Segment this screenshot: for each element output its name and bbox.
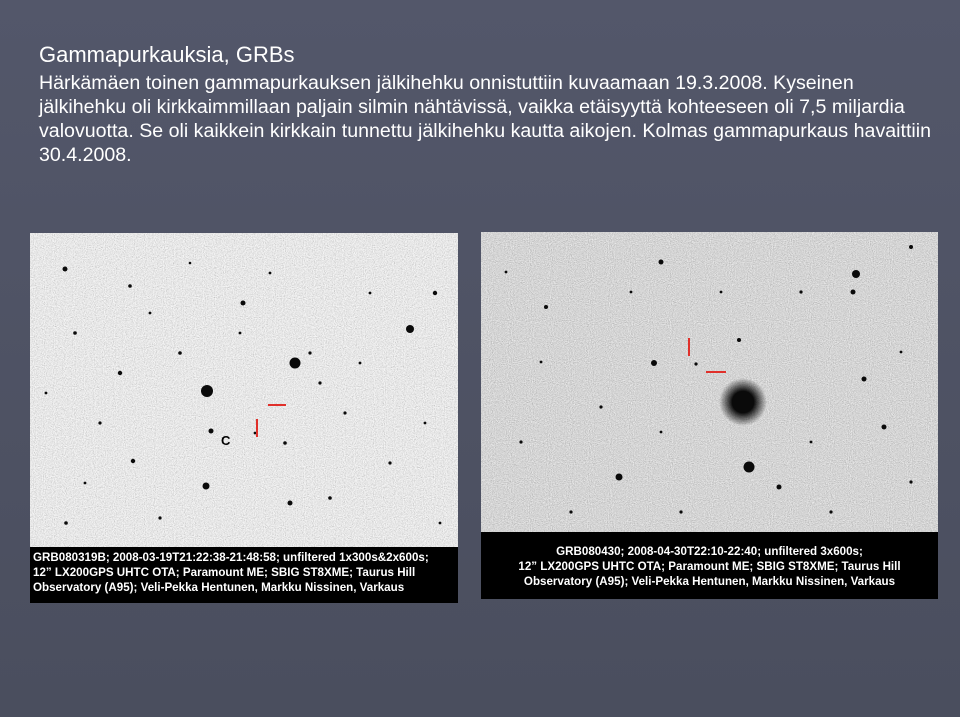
caption-line: 12” LX200GPS UHTC OTA; Paramount ME; SBIG ST8XME; Taurus Hill <box>518 560 901 573</box>
caption-line: Observatory (A95); Veli-Pekka Hentunen, Markku Nissinen, Varkaus <box>523 575 896 588</box>
caption-line: GRB080319B; 2008-03-19T21:22:38-21:48:58; unfiltered 1x300s&2x600s; <box>33 551 429 564</box>
star-field-right <box>481 232 938 532</box>
grb080430-image <box>481 232 938 599</box>
slide-body-text: Härkämäen toinen gammapurkauksen jälkihehku onnistuttiin kuvaamaan 19.3.2008. Kyseinen jälkihehku oli kirkkaimmillaan paljain silmin nähtävissä, vaikka etäisyyttä kohteeseen oli 7,5 miljardia valovuotta. Se oli kaikkein kirkkain tunnettu jälkihehku kautta aikojen. Kolmas gammapurkaus havaittiin 30.4.2008. <box>39 72 931 166</box>
star-field-left <box>30 233 458 547</box>
caption-line: Observatory (A95); Veli-Pekka Hentunen, Markku Nissinen, Varkaus <box>33 581 405 594</box>
caption-line: 12” LX200GPS UHTC OTA; Paramount ME; SBIG ST8XME; Taurus Hill <box>33 566 416 579</box>
grb080319b-image <box>30 233 458 603</box>
grb080319b-caption <box>30 547 458 603</box>
slide-title: Gammapurkauksia, GRBs <box>39 42 295 67</box>
comparison-star-label: C <box>221 433 231 448</box>
grb080430-caption <box>481 532 938 599</box>
caption-line: GRB080430; 2008-04-30T22:10-22:40; unfiltered 3x600s; <box>556 545 863 558</box>
